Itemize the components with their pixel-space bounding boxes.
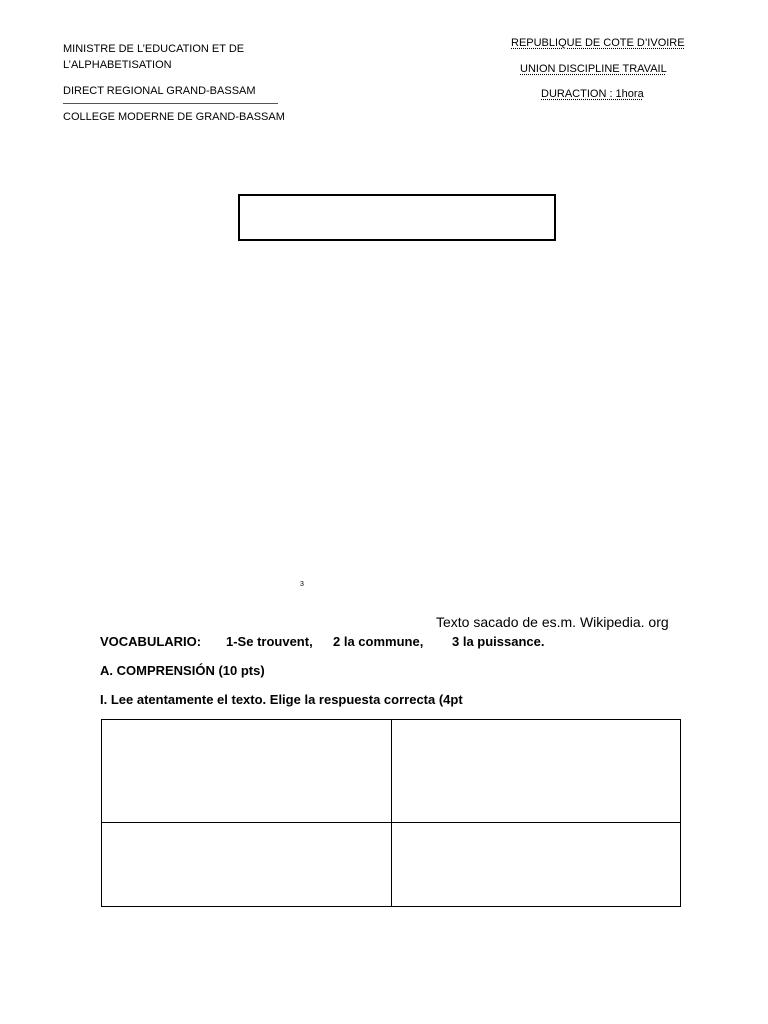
table-cell xyxy=(102,720,392,823)
table-row xyxy=(102,823,681,907)
section-a-heading: A. COMPRENSIÓN (10 pts) xyxy=(100,663,265,678)
school-name: COLLEGE MODERNE DE GRAND-BASSAM xyxy=(63,111,285,123)
answer-table xyxy=(101,719,681,907)
vocabulary-item-3: 3 la puissance. xyxy=(452,634,545,649)
table-cell xyxy=(391,720,681,823)
text-source: Texto sacado de es.m. Wikipedia. org xyxy=(436,614,669,630)
title-box xyxy=(238,194,556,241)
country-name: REPUBLIQUE DE COTE D’IVOIRE xyxy=(511,37,685,49)
ministry-line-2: L’ALPHABETISATION xyxy=(63,59,172,71)
vocabulary-item-2: 2 la commune, xyxy=(333,634,424,649)
table-cell xyxy=(102,823,392,907)
table-cell xyxy=(391,823,681,907)
national-motto: UNION DISCIPLINE TRAVAIL xyxy=(520,63,667,75)
footnote-marker: 3 xyxy=(300,581,304,588)
question-1-instruction: I. Lee atentamente el texto. Elige la respuesta correcta (4pt xyxy=(100,692,463,707)
regional-direction: DIRECT REGIONAL GRAND-BASSAM xyxy=(63,85,256,97)
table-row xyxy=(102,720,681,823)
exam-duration: DURACTION : 1hora xyxy=(541,88,644,100)
vocabulary-label: VOCABULARIO: xyxy=(100,634,202,649)
header-divider xyxy=(63,103,278,104)
ministry-line-1: MINISTRE DE L’EDUCATION ET DE xyxy=(63,43,245,55)
vocabulary-item-1: 1-Se trouvent, xyxy=(226,634,313,649)
